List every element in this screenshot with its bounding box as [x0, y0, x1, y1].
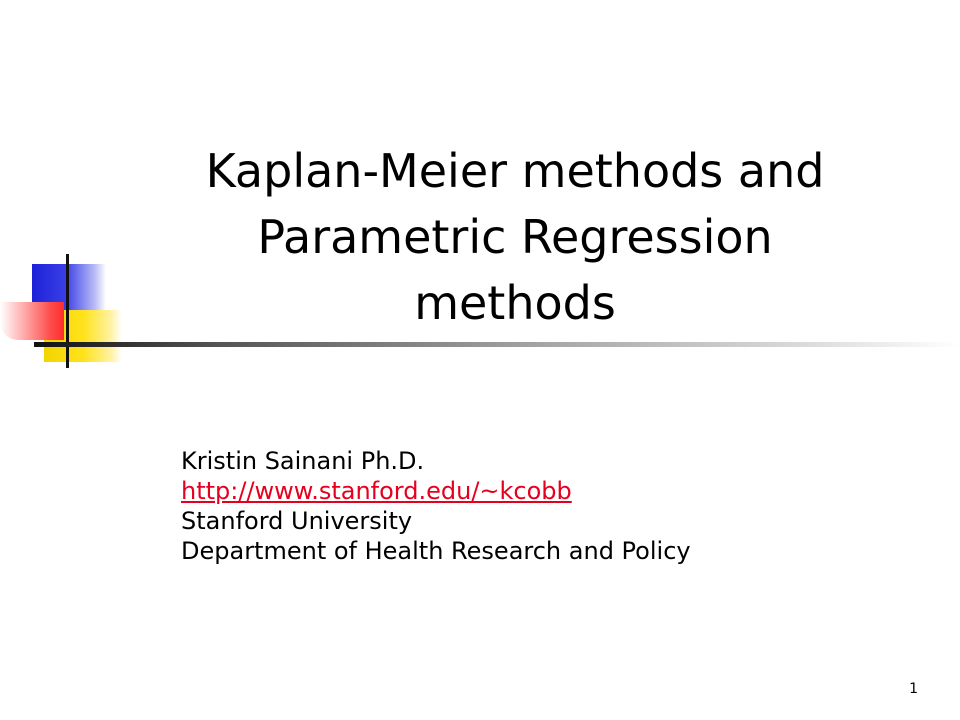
website-link[interactable]: http://www.stanford.edu/~kcobb — [181, 477, 572, 505]
author-name: Kristin Sainani Ph.D. — [181, 447, 425, 475]
page-number: 1 — [909, 681, 918, 697]
title-divider — [34, 342, 960, 347]
vertical-line-decoration — [66, 254, 69, 368]
slide-subtitle — [181, 446, 901, 566]
template-logo — [0, 250, 130, 370]
institution-name: Stanford University — [181, 507, 413, 535]
department-name: Department of Health Research and Policy — [181, 537, 691, 565]
slide-title: Kaplan-Meier methods and Parametric Regression methods — [205, 144, 825, 330]
red-square-decoration — [0, 302, 64, 340]
